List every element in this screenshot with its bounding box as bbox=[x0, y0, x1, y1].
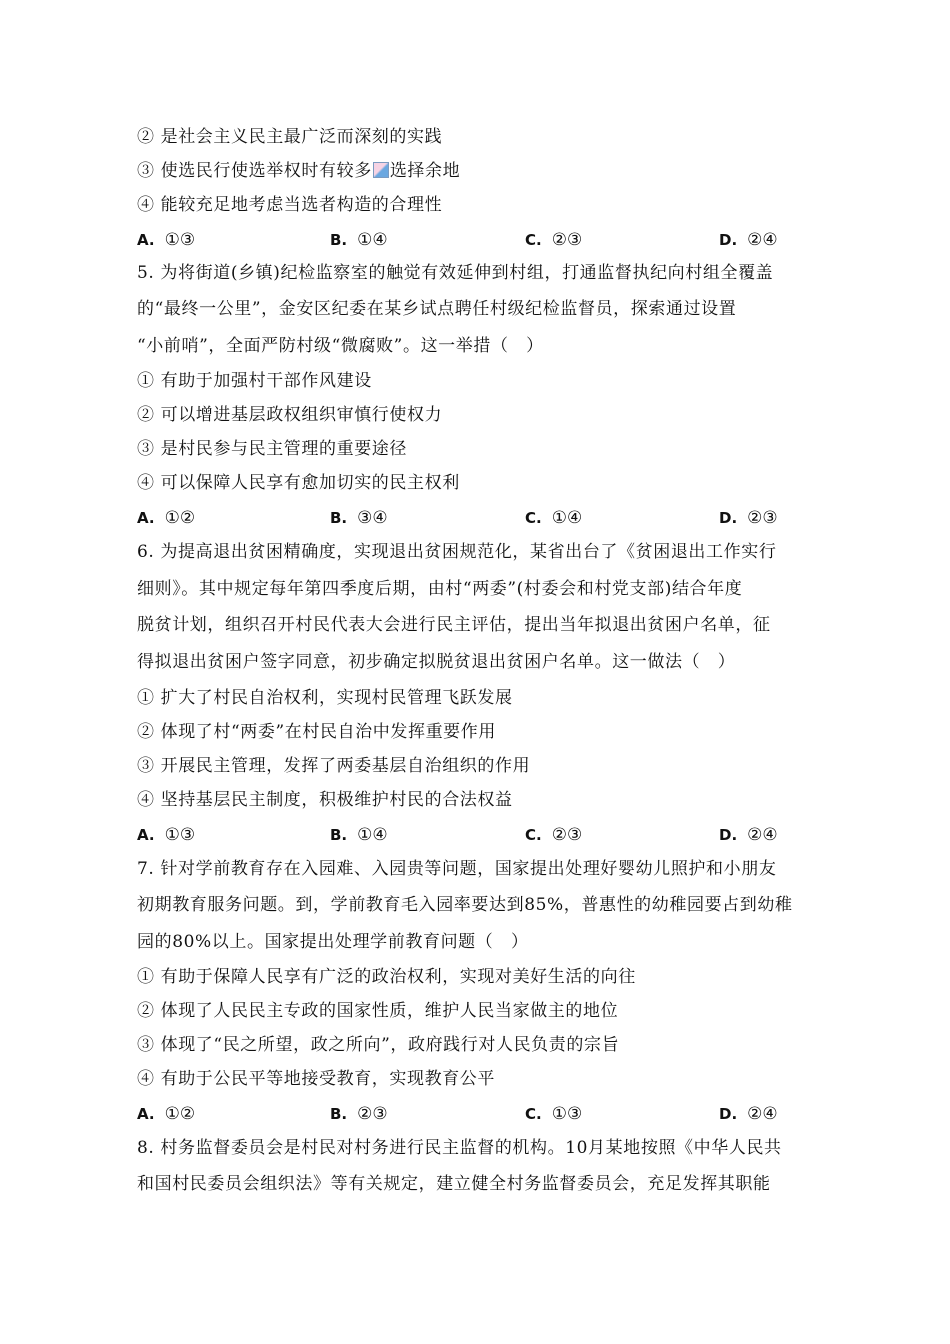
q5-option-d: D. ②③ bbox=[719, 508, 778, 528]
q7-option-d: D. ②④ bbox=[719, 1104, 778, 1124]
q6-item-1: ① 扩大了村民自治权利，实现村民管理飞跃发展 bbox=[137, 688, 513, 708]
q6-option-c: C. ②③ bbox=[525, 825, 583, 845]
q7-item-4: ④ 有助于公民平等地接受教育，实现教育公平 bbox=[137, 1069, 496, 1089]
q6-options bbox=[137, 824, 817, 846]
q4-options bbox=[137, 229, 817, 251]
q7-item-2: ② 体现了人民民主专政的国家性质，维护人民当家做主的地位 bbox=[137, 1001, 619, 1021]
q7-option-b: B. ②③ bbox=[330, 1104, 388, 1124]
q6-stem-line-1: 6. 为提高退出贫困精确度，实现退出贫困规范化，某省出台了《贫困退出工作实行 bbox=[137, 542, 777, 562]
q4-item-3-prefix: ③ 使选民行使选举权时有较多 bbox=[137, 161, 372, 181]
q7-stem-line-3: 园的80%以上。国家提出处理学前教育问题（ ） bbox=[137, 932, 529, 952]
broken-image-icon bbox=[373, 162, 389, 178]
q6-item-4: ④ 坚持基层民主制度，积极维护村民的合法权益 bbox=[137, 790, 513, 810]
q6-stem-line-2: 细则》。其中规定每年第四季度后期，由村“两委”(村委会和村党支部)结合年度 bbox=[137, 579, 743, 599]
q7-stem-line-1: 7. 针对学前教育存在入园难、入园贵等问题，国家提出处理好婴幼儿照护和小朋友 bbox=[137, 859, 777, 879]
q6-stem-line-4: 得拟退出贫困户签字同意，初步确定拟脱贫退出贫困户名单。这一做法（ ） bbox=[137, 652, 736, 672]
q6-item-2: ② 体现了村“两委”在村民自治中发挥重要作用 bbox=[137, 722, 496, 742]
q4-option-b: B. ①④ bbox=[330, 230, 388, 250]
q4-item-3-suffix: 选择余地 bbox=[389, 161, 461, 181]
q7-option-c: C. ①③ bbox=[525, 1104, 583, 1124]
q4-option-c: C. ②③ bbox=[525, 230, 583, 250]
q6-option-a: A. ①③ bbox=[137, 825, 196, 845]
q5-item-1: ① 有助于加强村干部作风建设 bbox=[137, 371, 372, 391]
q5-option-c: C. ①④ bbox=[525, 508, 583, 528]
q4-item-3 bbox=[137, 160, 817, 182]
q7-options bbox=[137, 1103, 817, 1125]
q5-stem-line-3: “小前哨”，全面严防村级“微腐败”。这一举措（ ） bbox=[137, 336, 544, 356]
q4-item-2: ② 是社会主义民主最广泛而深刻的实践 bbox=[137, 127, 443, 147]
q5-item-3: ③ 是村民参与民主管理的重要途径 bbox=[137, 439, 408, 459]
q4-option-d: D. ②④ bbox=[719, 230, 778, 250]
q5-option-a: A. ①② bbox=[137, 508, 196, 528]
q5-item-2: ② 可以增进基层政权组织审慎行使权力 bbox=[137, 405, 443, 425]
q8-stem-line-2: 和国村民委员会组织法》等有关规定，建立健全村务监督委员会，充足发挥其职能 bbox=[137, 1174, 771, 1194]
q5-stem-line-1: 5. 为将街道(乡镇)纪检监察室的触觉有效延伸到村组，打通监督执纪向村组全覆盖 bbox=[137, 263, 774, 283]
q6-stem-line-3: 脱贫计划，组织召开村民代表大会进行民主评估，提出当年拟退出贫困户名单，征 bbox=[137, 615, 771, 635]
q8-stem-line-1: 8. 村务监督委员会是村民对村务进行民主监督的机构。10月某地按照《中华人民共 bbox=[137, 1138, 782, 1158]
q6-item-3: ③ 开展民主管理，发挥了两委基层自治组织的作用 bbox=[137, 756, 531, 776]
q5-options bbox=[137, 507, 817, 529]
q7-stem-line-2: 初期教育服务问题。到，学前教育毛入园率要达到85%，普惠性的幼稚园要占到幼稚 bbox=[137, 895, 793, 915]
q5-option-b: B. ③④ bbox=[330, 508, 388, 528]
q4-item-4: ④ 能较充足地考虑当选者构造的合理性 bbox=[137, 195, 443, 215]
q5-stem-line-2: 的“最终一公里”，金安区纪委在某乡试点聘任村级纪检监督员，探索通过设置 bbox=[137, 299, 737, 319]
q5-item-4: ④ 可以保障人民享有愈加切实的民主权利 bbox=[137, 473, 460, 493]
q6-option-b: B. ①④ bbox=[330, 825, 388, 845]
q6-option-d: D. ②④ bbox=[719, 825, 778, 845]
q7-option-a: A. ①② bbox=[137, 1104, 196, 1124]
q7-item-3: ③ 体现了“民之所望，政之所向”，政府践行对人民负责的宗旨 bbox=[137, 1035, 620, 1055]
q4-option-a: A. ①③ bbox=[137, 230, 196, 250]
q7-item-1: ① 有助于保障人民享有广泛的政治权利，实现对美好生活的向往 bbox=[137, 967, 636, 987]
